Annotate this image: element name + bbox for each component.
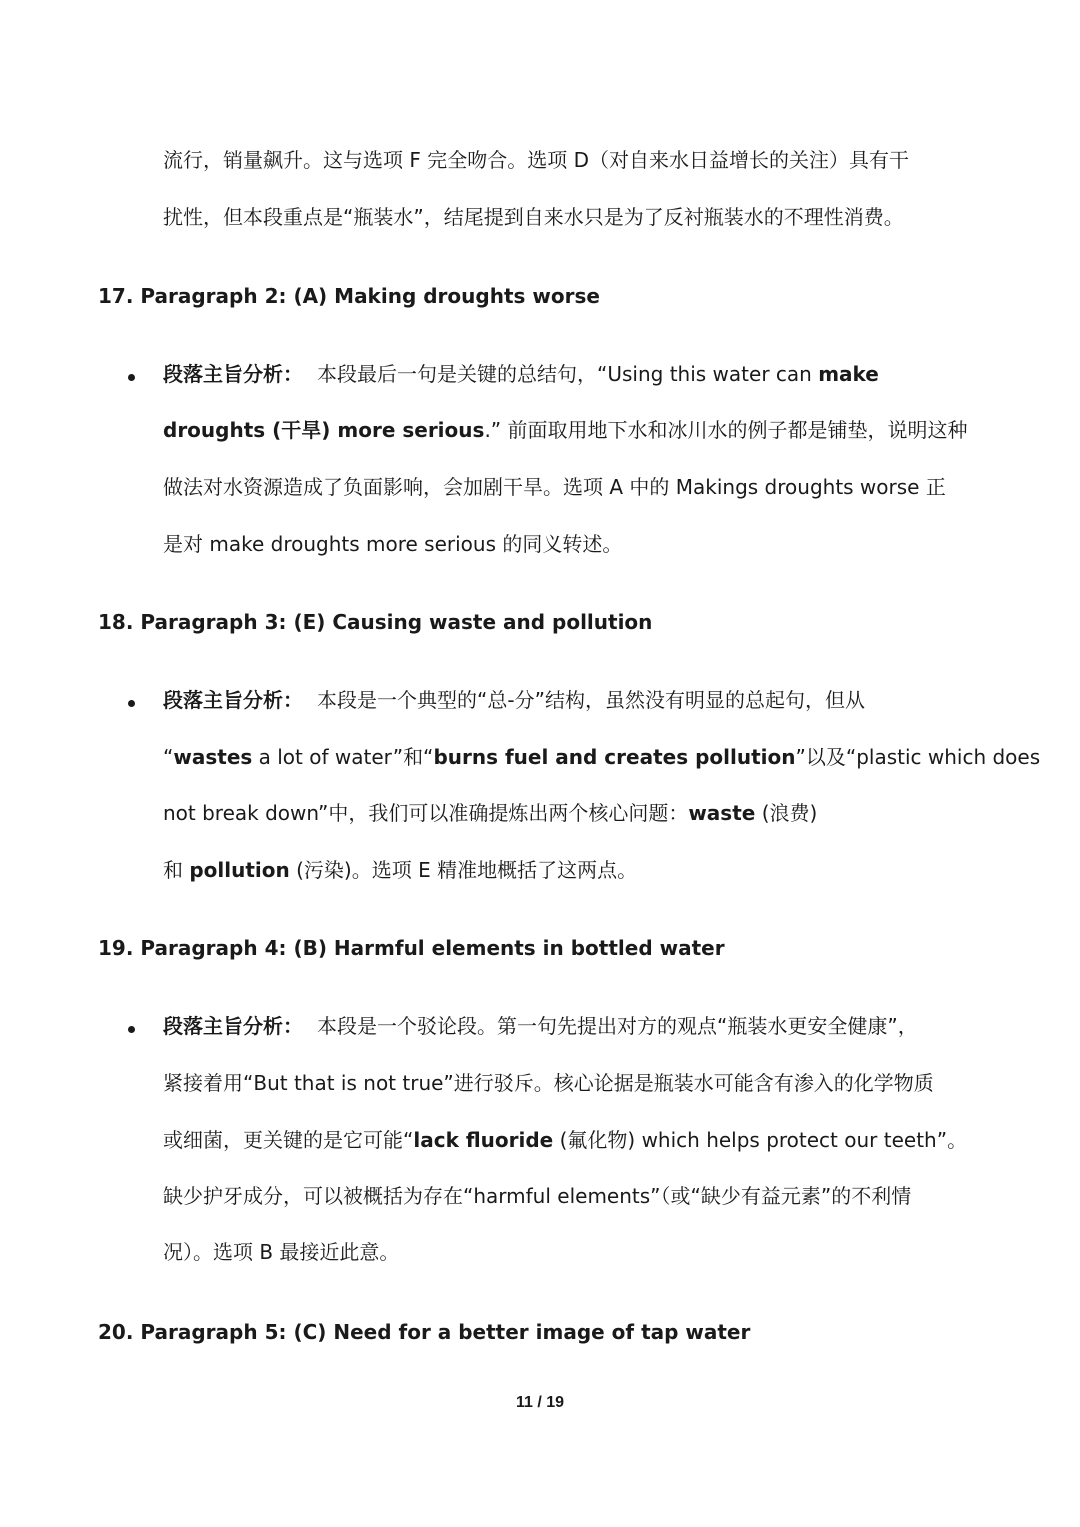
page-number: 11 / 19 xyxy=(515,1394,565,1411)
analysis-line: 紧接着用“But that is not true”进行驳斥。核心论据是瓶装水可能含有渗入的化学物质 xyxy=(163,1071,934,1095)
question-heading: 20. Paragraph 5: (C) Need for a better image of tap water xyxy=(98,1320,751,1344)
analysis-text: 本段是一个典型的“总-分”结构，虽然没有明显的总起句，但从 xyxy=(317,688,865,712)
analysis-line: 是对 make droughts more serious 的同义转述。 xyxy=(163,532,623,556)
analysis-text: a lot of water”和“ xyxy=(252,745,434,769)
analysis-line xyxy=(163,416,968,444)
analysis-text: (氟化物) which helps protect our teeth”。 xyxy=(553,1128,968,1152)
analysis-text: not break down”中，我们可以准确提炼出两个核心问题： xyxy=(163,801,689,825)
analysis-text: .” 前面取用地下水和冰川水的例子都是铺垫，说明这种 xyxy=(484,418,968,442)
bullet-dot-icon xyxy=(128,700,135,707)
analysis-line xyxy=(163,360,879,388)
analysis-line: 况）。选项 B 最接近此意。 xyxy=(163,1240,400,1264)
analysis-line xyxy=(163,1012,918,1040)
analysis-text: 和 xyxy=(163,858,190,882)
analysis-text: “ xyxy=(163,745,174,769)
analysis-label: 段落主旨分析： xyxy=(163,688,303,712)
emphasis-text: waste xyxy=(688,801,756,825)
analysis-line xyxy=(163,743,1040,771)
emphasis-text: make xyxy=(818,362,879,386)
analysis-text: 本段是一个驳论段。第一句先提出对方的观点“瓶装水更安全健康”， xyxy=(317,1014,918,1038)
paragraph-line: 流行，销量飙升。这与选项 F 完全吻合。选项 D（对自来水日益增长的关注）具有干 xyxy=(163,148,909,172)
analysis-text: (污染)。选项 E 精准地概括了这两点。 xyxy=(289,858,638,882)
analysis-line xyxy=(163,856,637,884)
analysis-text: 本段最后一句是关键的总结句，“Using this water can xyxy=(317,362,819,386)
question-heading: 17. Paragraph 2: (A) Making droughts worse xyxy=(98,284,600,308)
paragraph-line: 扰性，但本段重点是“瓶装水”，结尾提到自来水只是为了反衬瓶装水的不理性消费。 xyxy=(163,205,904,229)
emphasis-text: droughts (干旱) more serious xyxy=(163,418,485,442)
analysis-label: 段落主旨分析： xyxy=(163,362,303,386)
analysis-text: 或细菌，更关键的是它可能“ xyxy=(163,1128,414,1152)
bullet-dot-icon xyxy=(128,1026,135,1033)
emphasis-text: wastes xyxy=(173,745,253,769)
bullet-dot-icon xyxy=(128,374,135,381)
analysis-line xyxy=(163,686,865,714)
question-heading: 19. Paragraph 4: (B) Harmful elements in bottled water xyxy=(98,936,725,960)
analysis-line: 缺少护牙成分，可以被概括为存在“harmful elements”（或“缺少有益元素”的不利情 xyxy=(163,1184,912,1208)
question-heading: 18. Paragraph 3: (E) Causing waste and pollution xyxy=(98,610,653,634)
analysis-text: (浪费) xyxy=(755,801,818,825)
emphasis-text: lack fluoride xyxy=(413,1128,554,1152)
analysis-line: 做法对水资源造成了负面影响，会加剧干旱。选项 A 中的 Makings droughts worse 正 xyxy=(163,475,946,499)
analysis-line xyxy=(163,799,817,827)
emphasis-text: pollution xyxy=(189,858,290,882)
emphasis-text: burns fuel and creates pollution xyxy=(433,745,796,769)
analysis-line xyxy=(163,1126,967,1154)
analysis-label: 段落主旨分析： xyxy=(163,1014,303,1038)
analysis-text: ”以及“plastic which does xyxy=(795,745,1041,769)
